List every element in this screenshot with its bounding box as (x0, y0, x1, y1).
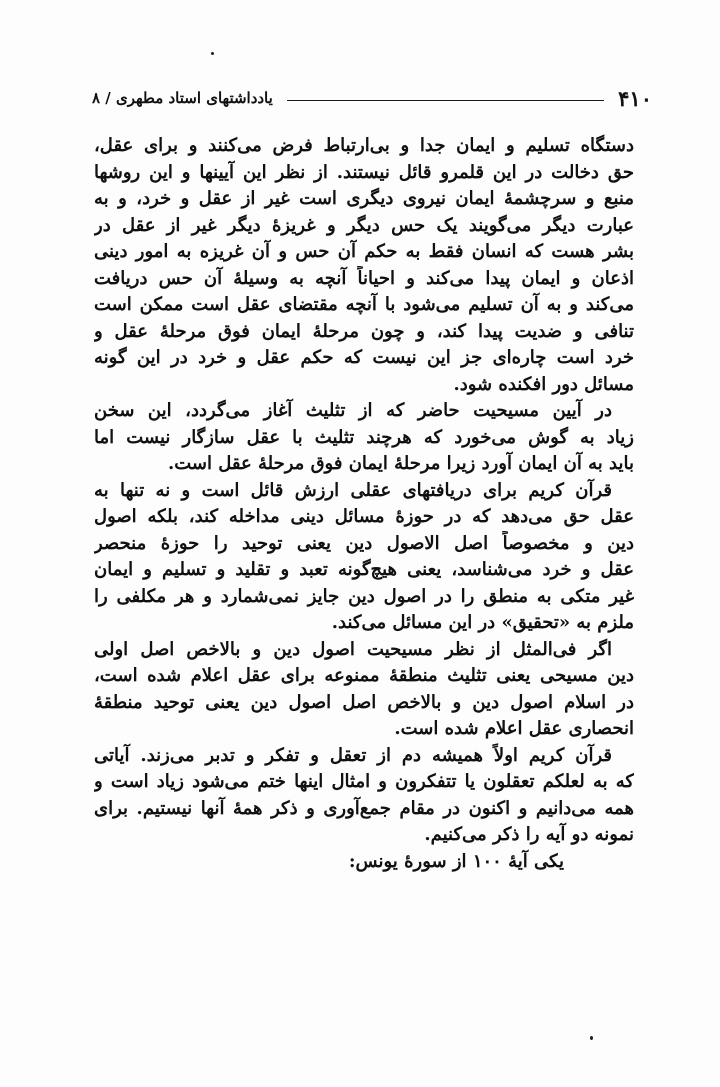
text-line: حق دخالت در این قلمرو قائل نیستند. از نظر این آیینها و این روشها (94, 161, 634, 183)
text-line: عقل حق می‌دهد که در حوزهٔ مسائل دینی مداخله کند، بلکه اصول (94, 506, 634, 527)
page-number: ۴۱۰ (618, 85, 652, 111)
paragraph-4 (94, 637, 634, 743)
text-line: در اسلام اصول دین و بالاخص اصل اصول دین یعنی توحید منطقهٔ (94, 691, 634, 713)
text-line: مسائل دور افکنده شود. (453, 373, 634, 395)
text-line: دستگاه تسلیم و ایمان جدا و بی‌ارتباط فرض می‌کنند و برای عقل، (94, 135, 634, 156)
text-line: قرآن کریم اولاً همیشه دم از تعقل و تفکر و تدبر می‌زند. آیاتی (94, 744, 612, 766)
page-body (94, 133, 634, 875)
verse-intro (94, 849, 634, 876)
text-line: نمونه دو آیه را ذکر می‌کنیم. (424, 824, 634, 845)
text-line: که به لعلکم تعقلون یا تتفکرون و امثال اینها ختم می‌شود زیاد است و (94, 771, 634, 792)
text-line: اذعان و ایمان پیدا می‌کند و احیاناً آنچه به وسیلهٔ آن حس دریافت (94, 267, 634, 289)
text-line: همه می‌دانیم و اکنون در مقام جمع‌آوری و ذکر همهٔ آنها نیستیم. برای (94, 797, 634, 819)
text-line: تنافی و ضدیت پیدا کند، و چون مرحلهٔ ایمان فوق مرحلهٔ عقل و (94, 320, 634, 342)
text-line: انحصاری عقل اعلام شده است. (394, 718, 634, 739)
page-header (92, 82, 652, 114)
paragraph-5 (94, 743, 634, 849)
ink-speck (590, 1036, 593, 1040)
paragraph-3 (94, 478, 634, 637)
text-line: غیر متکی به منطق را در اصول دین جایز نمی‌شمارد و هر مکلفی را (94, 585, 634, 607)
text-line: خرد است چاره‌ای جز این نیست که حکم عقل و خرد در این گونه (94, 347, 634, 368)
paragraph-2 (94, 398, 634, 478)
text-line: عبارت دیگر می‌گویند یک حس دیگر و غریزهٔ دیگر غیر از عقل در (94, 214, 634, 236)
text-line: عقل و خرد می‌شناسد، یعنی هیچ‌گونه تعبد و تقلید و تسلیم و ایمان (94, 559, 634, 580)
ink-speck (211, 52, 214, 55)
text-line: بشر هست که انسان فقط به حکم آن حس و آن غریزه به امور دینی (94, 241, 634, 262)
text-line: یکی آیهٔ ۱۰۰ از سورهٔ یونس: (348, 850, 564, 872)
text-line: زیاد به گوش می‌خورد که هرچند تثلیث با عقل سازگار نیست اما (94, 426, 634, 448)
text-line: دین مسیحی یعنی تثلیث منطقهٔ ممنوعه برای عقل اعلام شده است، (94, 665, 634, 686)
text-line: دین و مخصوصاً اصل الاصول دین یعنی توحید را حوزهٔ منحصر (94, 532, 634, 554)
running-title: یادداشتهای استاد مطهری / ۸ (92, 89, 273, 107)
paragraph-1 (94, 133, 634, 398)
text-line: منبع و سرچشمهٔ ایمان نیروی دیگری است غیر از عقل و خرد، و به (94, 188, 634, 209)
text-line: اگر فی‌المثل از نظر مسیحیت اصول دین و بالاخص اصل اولی (94, 638, 612, 660)
text-line: ملزم به «تحقیق» در این مسائل می‌کند. (331, 612, 634, 633)
text-line: باید به آن ایمان آورد زیرا مرحلهٔ ایمان فوق مرحلهٔ عقل است. (167, 453, 634, 474)
text-line: در آیین مسیحیت حاضر که از تثلیث آغاز می‌گردد، این سخن (94, 400, 612, 421)
text-line: می‌کند و به آن تسلیم می‌شود با آنچه مقتضای عقل است ممکن است (94, 294, 634, 315)
text-line: قرآن کریم برای دریافتهای عقلی ارزش قائل است و نه تنها به (94, 479, 612, 501)
header-rule (287, 100, 604, 101)
